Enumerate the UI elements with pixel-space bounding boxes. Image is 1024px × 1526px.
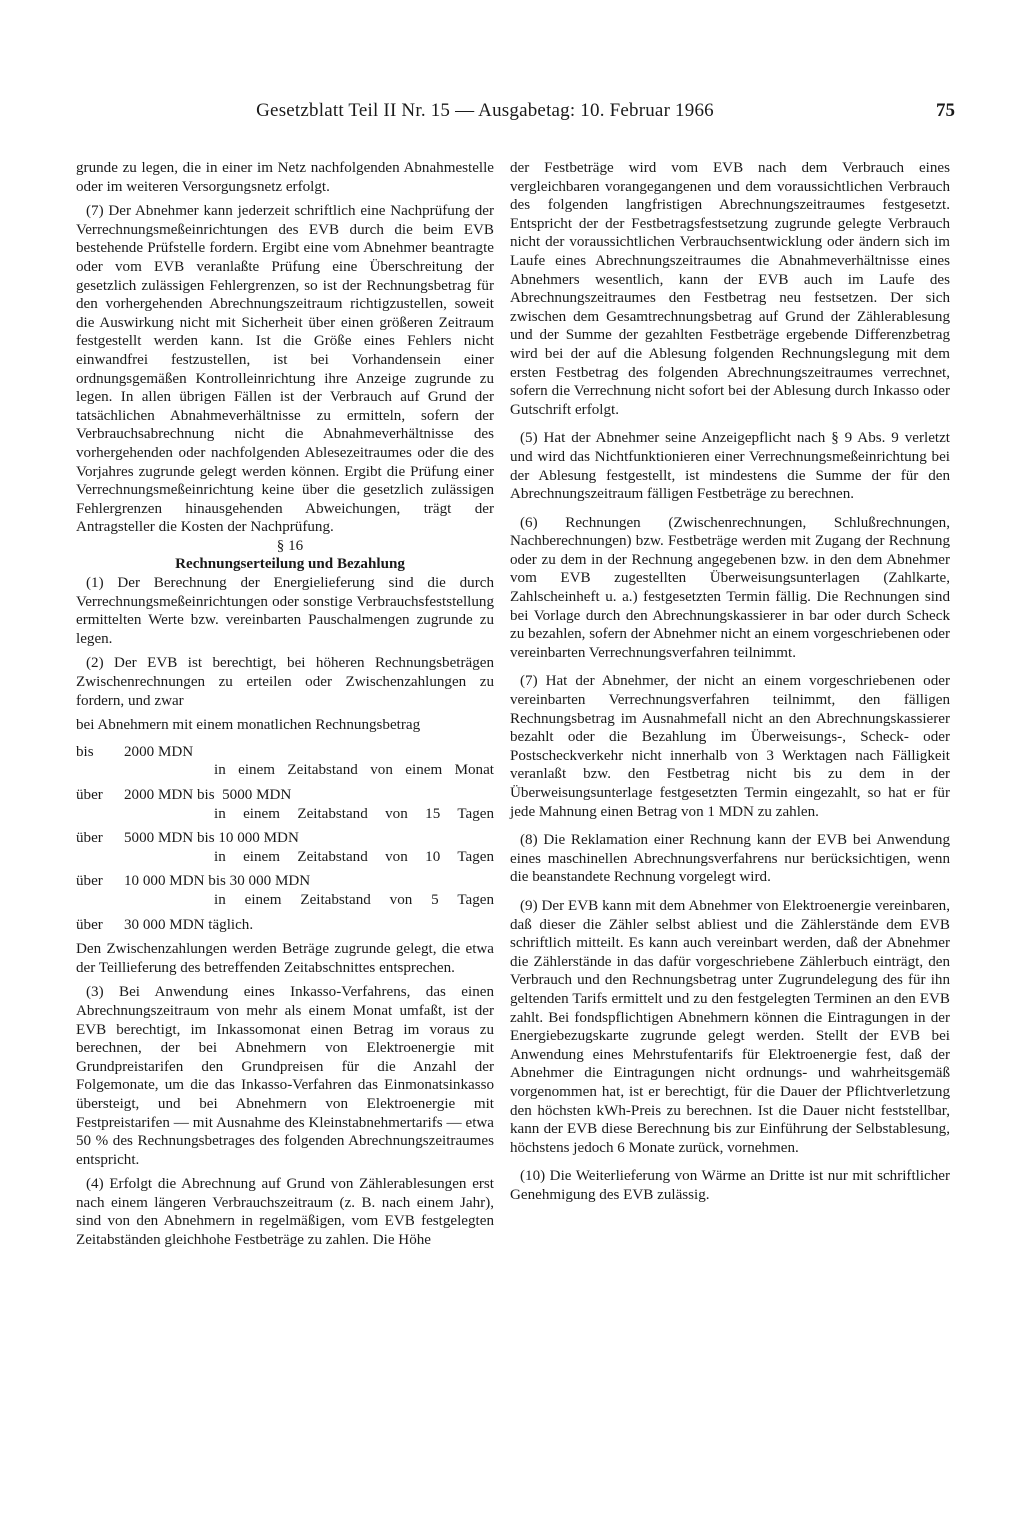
rate-word: über: [76, 787, 103, 803]
paragraph: (9) Der EVB kann mit dem Abnehmer von Elektroenergie vereinbaren, daß dieser die Zähler selbst abliest und die Zählerstände dem EVB schriftlich mitteilt. Es kann auch vereinbart werden, daß der Abnehmer die Zählerstände in das dafür vorgeschriebene Zählerbuch einträgt, den Verbrauch und den Rechnungsbetrag unter Zugrundelegung des für ihn geltenden Tarifs ermittelt und zu den festgelegten Terminen an den EVB zahlt. Bei fondspflichtigen Abnehmern können die Eintragungen in der Energiebezugskarte zugrunde gelegt werden. Stellt der EVB bei Anwendung eines Mehrstufentarifs für Elektroenergie fest, daß der Abnehmer die Eintragungen nicht ordnungs- und wahrheitsgemäß vorgenommen hat, ist er berechtigt, für die Dauer der Pflichtverletzung den höchsten kWh-Preis zu berechnen. Ist die Dauer nicht feststellbar, kann der EVB diese Berechnung bis zur Einführung der Selbstablesung, höchstens jedoch 6 Monate zurück, vornehmen.: [510, 897, 950, 1156]
rate-row: [76, 916, 494, 935]
rate-row: [76, 872, 494, 909]
paragraph: bei Abnehmern mit einem monatlichen Rechnungsbetrag: [76, 717, 421, 734]
section-title: Rechnungserteilung und Bezahlung: [175, 556, 405, 573]
paragraph: grunde zu legen, die in einer im Netz nachfolgenden Abnahmestelle oder im weiteren Versorgungsnetz erfolgt.: [76, 160, 494, 195]
page-header: [75, 100, 955, 124]
paragraph: (2) Der EVB ist berechtigt, bei höheren Rechnungsbeträgen Zwischenrechnungen zu erteilen oder Zwischenzahlungen zu fordern, und zwar: [76, 655, 494, 709]
rate-interval: in einem Zeitabstand von 5 Tagen: [214, 891, 494, 908]
paragraph: (8) Die Reklamation einer Rechnung kann der EVB bei Anwendung eines maschinellen Abrechnungsverfahrens nur berücksichtigen, wenn die beanstandete Rechnung vorgelegt wird.: [510, 832, 950, 886]
rate-word: über: [76, 830, 103, 847]
rate-interval: in einem Zeitabstand von 10 Tagen: [214, 848, 494, 865]
rate-row: [76, 829, 494, 866]
paragraph: (1) Der Berechnung der Energielieferung sind die durch Verrechnungsmeßeinrichtungen oder sonstige Verbrauchsfeststellung ermittelten Werte bzw. vereinbarten Pauschalmengen zugrunde zu legen.: [76, 575, 494, 647]
rate-row: [76, 786, 494, 823]
left-column: [76, 159, 494, 1250]
paragraph: (3) Bei Anwendung eines Inkasso-Verfahrens, das einen Abrechnungszeitraum von mehr als einem Monat umfaßt, ist der EVB berechtigt, im Inkassomonat einen Betrag im voraus zu berechnen, der bei Abnehmern von Elektroenergie mit Grundpreistarifen den Grundpreisen für die Anzahl der Folgemonate, um die das Inkasso-Verfahren das Einmonatsinkasso übersteigt, und bei Abnehmern von Elektroenergie mit Festpreistarifen — mit Ausnahme des Kleinstabnehmertarifs — etwa 50 % des Rechnungsbetrages des folgenden Abrechnungszeitraumes entspricht.: [76, 984, 494, 1168]
rate-amount: 2000 MDN bis 5000 MDN: [124, 787, 292, 803]
paragraph: (5) Hat der Abnehmer seine Anzeigepflicht nach § 9 Abs. 9 verletzt und wird das Nichtfunktionieren einer Verrechnungsmeßeinrichtung bei der Ablesung festgestellt, ist mindestens die Summe der für den Abrechnungszeitraum fälligen Festbeträge zu berechnen.: [510, 430, 950, 503]
section-number: § 16: [276, 537, 304, 554]
paragraph: (4) Erfolgt die Abrechnung auf Grund von Zählerablesungen erst nach einem längeren Verbrauchszeitraum (z. B. nach einem Jahr), sind von den Abnehmern in regelmäßigen, vom EVB festgelegten Zeitabständen gleichhohe Festbeträge zu zahlen. Die Höhe: [76, 1176, 494, 1249]
rate-table: [76, 743, 494, 934]
rate-amount: 2000 MDN: [124, 743, 194, 760]
rate-amount: 30 000 MDN täglich.: [124, 916, 254, 933]
paragraph: (7) Der Abnehmer kann jederzeit schriftlich eine Nachprüfung der Verrechnungsmeßeinrichtungen des EVB durch die beim EVB bestehende Prüfstelle fordern. Ergibt eine vom Abnehmer beantragte oder vom EVB veranlaßte Prüfung eine Überschreitung der gesetzlich zulässigen Fehlergrenzen, so ist der Rechnungsbetrag für den vorhergehenden Abrechnungszeitraum richtigzustellen, soweit die Auswirkung nicht mit Sicherheit über einen größeren Zeitraum festgestellt werden kann. Ist die Größe eines Fehlers nicht einwandfrei festzustellen, ist bei Vorhandensein einer ordnungsgemäßen Kontrolleinrichtung ihre Anzeige zugrunde zu legen. In allen übrigen Fällen ist der Verbrauch auf Grund der tatsächlichen Abnahmeverhältnisse zu ermitteln, sofern der Verbrauchsabrechnung nicht die Abnahmeverhältnisse des vorhergehenden oder nachfolgenden Ablesezeitraumes oder die des Vorjahres zugrunde gelegt werden können. Ergibt die Prüfung einer Verrechnungsmeßeinrichtung keine über die gesetzlich zulässigen Fehlergrenzen hinausgehenden Abweichungen, trägt der Antragsteller die Kosten der Nachprüfung.: [76, 203, 494, 536]
rate-word: über: [76, 873, 103, 890]
paragraph: (10) Die Weiterlieferung von Wärme an Dritte ist nur mit schriftlicher Genehmigung des EVB zulässig.: [510, 1168, 950, 1203]
rate-word: über: [76, 916, 103, 933]
rate-amount: 5000 MDN bis 10 000 MDN: [124, 830, 299, 847]
right-column: [510, 159, 950, 1204]
paragraph: (7) Hat der Abnehmer, der nicht an einem vorgeschriebenen oder vereinbarten Verrechnungsverfahren teilnimmt, den fälligen Rechnungsbetrag im Ausnahmefall nicht an den Abrechnungskassierer bezahlt oder die Bezahlung im Überweisungs-, Scheck- oder Postscheckverkehr nicht innerhalb von 3 Werktagen nach Fälligkeit veranlaßt bzw. den Festbetrag nicht bis zu dem in der Überweisungsunterlage festgesetzten Termin eingezahlt, so hat er für jede Mahnung einen Betrag von 1 MDN zu zahlen.: [510, 673, 950, 820]
rate-interval: in einem Zeitabstand von 15 Tagen: [214, 805, 494, 822]
page-number: 75: [936, 100, 955, 121]
rate-amount: 10 000 MDN bis 30 000 MDN: [124, 873, 311, 890]
paragraph: der Festbeträge wird vom EVB nach dem Verbrauch eines vergleichbaren vorangegangenen und dem voraussichtlichen Verbrauch des folgenden langfristigen Abrechnungszeitraumes festgesetzt. Entspricht der der Festbetragsfestsetzung zugrunde gelegte Verbrauch nicht der voraussichtlichen Verbrauchsentwicklung oder ändern sich im Laufe eines Abrechnungszeitraumes die Abnahmeverhältnisse eines Abnehmers wesentlich, kann der EVB auch im Laufe des Abrechnungszeitraumes den Festbetrag neu festsetzen. Der sich zwischen dem Gesamtrechnungsbetrag auf Grund der Zählerablesung und der Summe der gezahlten Festbeträge ergebende Differenzbetrag wird bei der auf die Ablesung folgenden Rechnungslegung mit dem ersten Festbetrag des folgenden Abrechnungszeitraumes verrechnet, sofern die Verrechnung nicht sofort bei der Ablesung durch Inkasso oder Gutschrift erfolgt.: [510, 160, 950, 418]
paragraph: (6) Rechnungen (Zwischenrechnungen, Schlußrechnungen, Nachberechnungen) bzw. Festbeträge werden mit Zugang der Rechnung oder zu dem in der Rechnung angegebenen bzw. in den dem Abnehmer vom EVB zugestellten Überweisungsunterlagen (Zahlkarte, Zahlscheinheft u. a.) festgesetzten Termin fällig. Die Rechnungen sind bei Vorlage durch den Abrechnungskassierer in bar oder durch Scheck zu bezahlen, sofern der Abnehmer nicht an einem vorgeschriebenen oder vereinbarten Verrechnungsverfahren teilnimmt.: [510, 514, 950, 661]
rate-interval: in einem Zeitabstand von einem Monat: [214, 762, 494, 779]
rate-row: [76, 743, 494, 780]
gazette-title: Gesetzblatt Teil II Nr. 15 — Ausgabetag: 10. Februar 1966: [256, 100, 714, 121]
rate-word: bis: [76, 743, 94, 760]
paragraph: Den Zwischenzahlungen werden Beträge zugrunde gelegt, die etwa der Teillieferung des betreffenden Zeitabschnittes entsprechen.: [76, 941, 494, 976]
